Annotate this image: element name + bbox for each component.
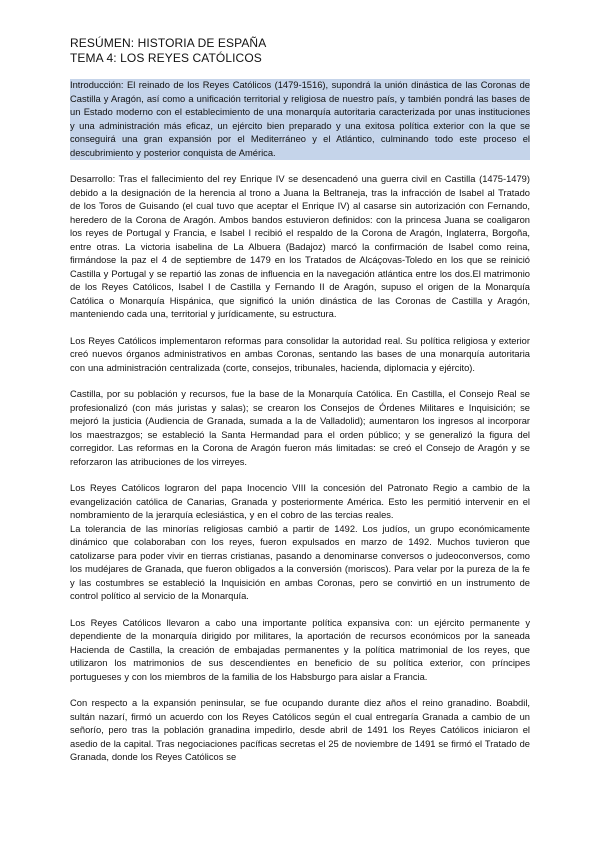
document-title: RESÚMEN: HISTORIA DE ESPAÑA <box>70 36 267 50</box>
paragraph-patronato-regio: Los Reyes Católicos lograron del papa Inocencio VIII la concesión del Patronato Regio a cambio de la evangelización católica de Canarias, Granada y posteriormente América. Esto les permitió intervenir en el nombramiento de la jerarquía eclesiástica, y en el cobro de las tercias reales. <box>70 483 530 520</box>
paragraph-introduccion: Introducción: El reinado de los Reyes Católicos (1479-1516), supondrá la unión dinástica de las Coronas de Castilla y Aragón, así como a unificación territorial y religiosa de nuestro país, y también pondrá las bases de un Estado moderno con el establecimiento de una monarquía autoritaria caracterizada por unas instituciones y una administración más eficaz, un ejército bien preparado y una exitosa política exterior con la que se conseguirá una gran expansión por el Mediterráneo y el Atlántico, culminando todo este proceso el descubrimiento y posterior conquista de América. <box>70 79 530 160</box>
paragraph-castilla: Castilla, por su población y recursos, fue la base de la Monarquía Católica. En Castilla, el Consejo Real se profesionalizó (con más juristas y salas); se crearon los Consejos de Órdenes Militares e Inquisición; se mejoró la justicia (Audiencia de Granada, sumada a la de Valladolid); aumentaron los ingresos al incorporar los maestrazgos; se estableció la Santa Hermandad para el orden público; y se generalizó la figura del corregidor. Las reformas en la Corona de Aragón fueron más limitadas: se creó el Consejo de Aragón y se reforzaron las atribuciones de los virreyes. <box>70 389 530 467</box>
document-subtitle: TEMA 4: LOS REYES CATÓLICOS <box>70 51 262 65</box>
paragraph-politica-expansiva: Los Reyes Católicos llevaron a cabo una importante política expansiva con: un ejército permanente y dependiente de la monarquía dirigido por militares, la aportación de recursos económicos por la saneada Hacienda de Castilla, la creación de embajadas permanentes y la política matrimonial de los reyes, que utilizaron los matrimonios de sus descendientes en beneficio de su política exterior, con príncipes portugueses y con los miembros de la familia de los Habsburgo para aislar a Francia. <box>70 617 530 682</box>
document-header <box>70 36 530 66</box>
paragraph-reformas: Los Reyes Católicos implementaron reformas para consolidar la autoridad real. Su política religiosa y exterior creó nuevos órganos administrativos en ambas Coronas, sentando las bases de una monarquía autoritaria con una administración centralizada (corte, consejos, tribunales, hacienda, diplomacia y ejército). <box>70 335 530 373</box>
paragraph-minorias-religiosas: La tolerancia de las minorías religiosas cambió a partir de 1492. Los judíos, un grupo económicamente dinámico que colaboraban con los reyes, fueron expulsados en marzo de 1492. Muchos tuvieron que catolizarse para poder vivir en tierras cristianas, pasando a denominarse conversos o judeoconversos, como los mudéjares de Granada, que fueron obligados a la conversión (moriscos). Para velar por la pureza de la fe y las costumbres se estableció la Inquisición en ambas Coronas, pero se convirtió en un instrumento de control político al servicio de la Monarquía. <box>70 523 530 601</box>
paragraph-desarrollo: Desarrollo: Tras el fallecimiento del rey Enrique IV se desencadenó una guerra civil en Castilla (1475-1479) debido a la designación de la herencia al trono a Juana la Beltraneja, tras la infracción de Isabel al Tratado de los Toros de Guisando (el cual tuvo que aceptar el Enrique IV) al casarse sin autorización con Fernando, heredero de la Corona de Aragón. Ambos bandos estuvieron definidos: con la princesa Juana se coaligaron los reyes de Portugal y Francia, e Isabel I recibió el respaldo de la Corona de Aragón, Inglaterra, Borgoña, entre otras. La victoria isabelina de La Albuera (Badajoz) marcó la confirmación de Isabel como reina, firmándose la paz el 4 de septiembre de 1479 en los Tratados de Alcáçovas-Toledo en los que se reinició Castilla y Portugal y se repartió las zonas de influencia en la navegación atlántica entre los dos.El matrimonio de los Reyes Católicos, Isabel I de Castilla y Fernando II de Aragón, supuso el origen de la Monarquía Católica o Monarquía Hispánica, que significó la unión dinástica de las Coronas de Castilla y Aragón, manteniendo cada una, territorial y jurídicamente, su estructura. <box>70 174 530 319</box>
paragraph-expansion-peninsular: Con respecto a la expansión peninsular, se fue ocupando durante diez años el reino granadino. Boabdil, sultán nazarí, firmó un acuerdo con los Reyes Católicos según el cual entregaría Granada a cambio de un señorío, pero tras la población granadina impedirlo, desde abril de 1491 los Reyes Católicos iniciaron el asedio de la capital. Tras negociaciones pacíficas secretas el 25 de noviembre de 1491 se firmó el Tratado de Granada, donde los Reyes Católicos se <box>70 698 530 762</box>
